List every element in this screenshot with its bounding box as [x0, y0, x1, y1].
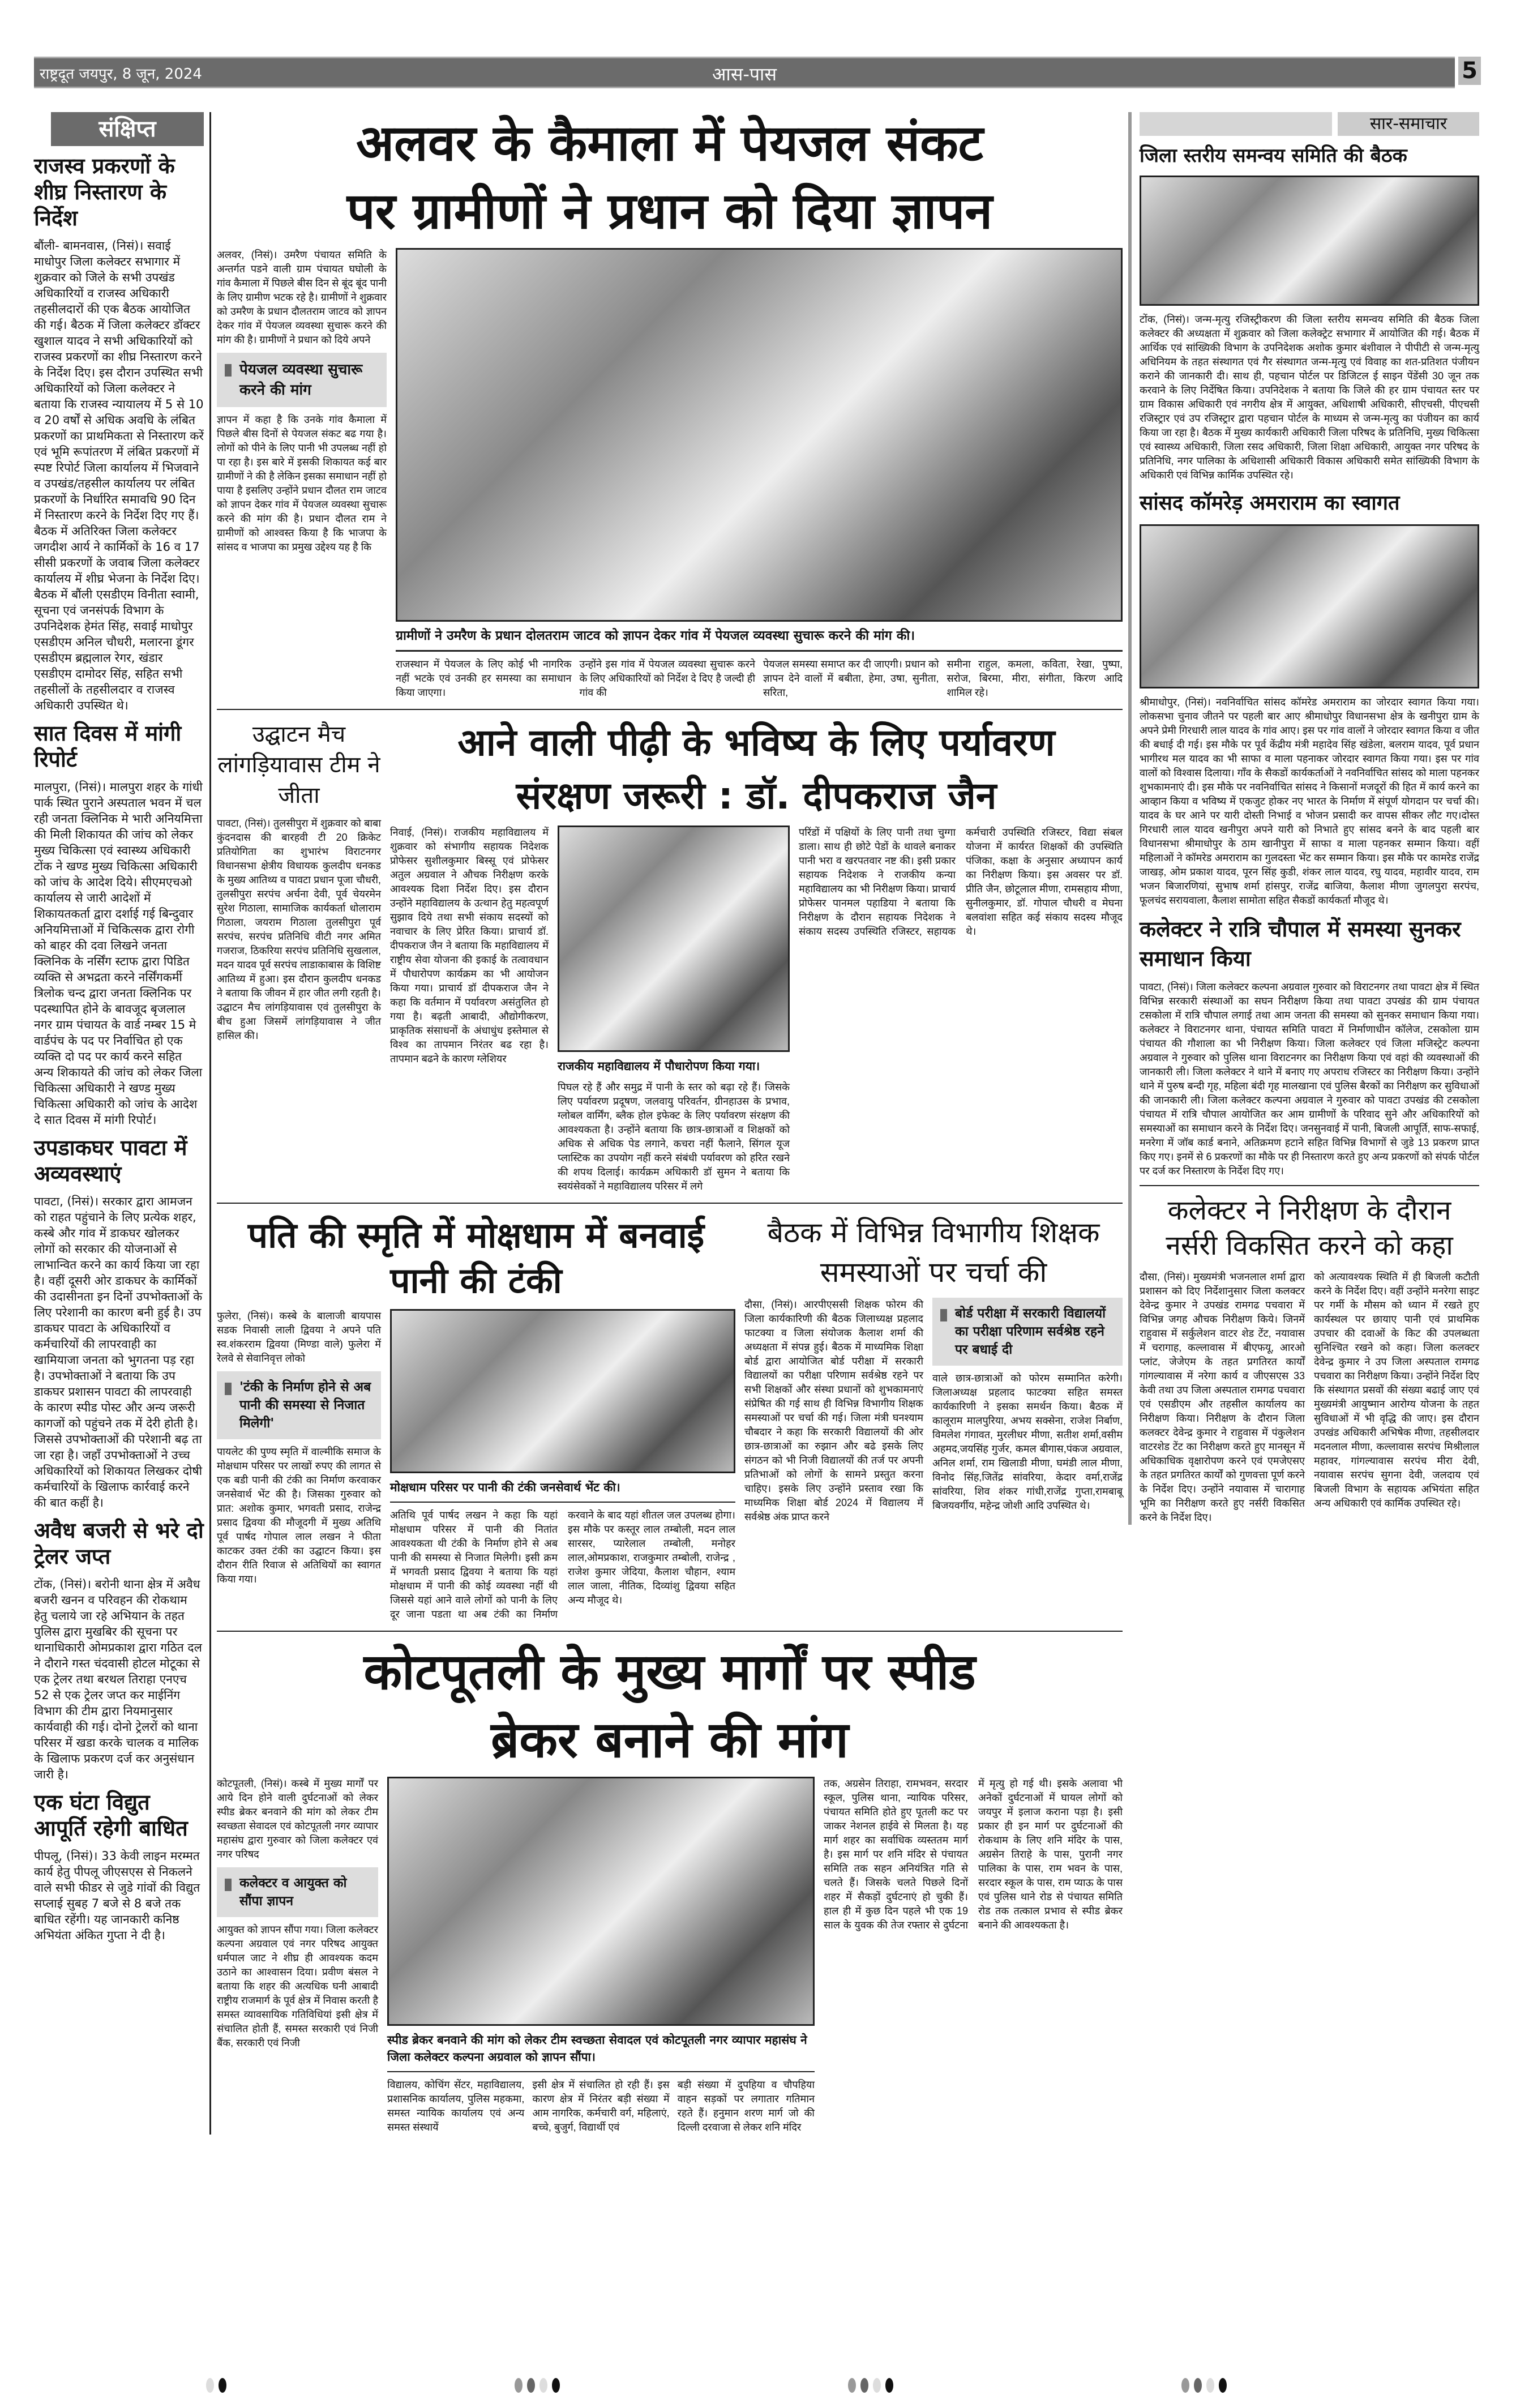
page-header-bar — [34, 57, 1455, 88]
column-divider — [209, 112, 211, 2135]
kotputli-body-1: कोटपूतली, (निसं)। कस्बे में मुख्य मार्गों पर आये दिन होने वाली दुर्घटनाओं को लेकर स्पीड ब्रेकर बनवाने की मांग को लेकर टीम स्वच्छता सेवादल एवं कोटपूतली नगर व्यापार महासंघ द्वारा गुरुवार को जिला कलेक्टर एवं नगर परिषद — [217, 1778, 378, 1860]
teacher-body-1: दौसा, (निसं)। आरपीएससी शिक्षक फोरम की जिला कार्यकारिणी की बैठक जिलाध्यक्ष प्रहलाद फाटक्या व जिला संयोजक कैलाश शर्मा की अध्यक्षता में संपन्न हुई। बैठक में माध्यमिक शिक्षा बोर्ड द्वारा आयोजित बोर्ड परीक्षा में सरकारी विद्यालयों का परीक्षा परिणाम सर्वश्रेष्ठ रहने पर सभी शिक्षकों और संस्था प्रधानों को शुभकामनाएं संप्रेषित की गई साथ ही विभिन्न विभागीय शिक्षक समस्याओं पर चर्चा की गई। जिला मंत्री घनश्याम चौबदार ने कहा कि सरकारी विद्यालयों की ओर छात्र-छात्राओं का रुझान और बढे इसके लिए संगठन को भी निजी विद्यालयों की तर्ज पर अपनी प्रतिभाओं को लोगों के सामने प्रस्तुत करना चाहिए। इसके लिए उन्होंने प्रस्ताव रखा कि माध्यमिक शिक्षा बोर्ड 2024 में विद्यालय में सर्वश्रेष्ठ अंक प्राप्त करने — [744, 1299, 923, 1522]
lead-body-bottom-2: उन्होंने इस गांव में पेयजल व्यवस्था सुचारू करने के लिए अधिकारियों को निर्देश दे दिए है जल्दी ही गांव की — [579, 658, 755, 698]
registration-marks — [204, 2378, 1506, 2395]
brief-body-1: बौंली- बामनवास, (निसं)। सवाई माधोपुर जिला कलेक्टर सभागार में शुक्रवार को जिले के सभी उपखंड अधिकारियों व राजस्व अधिकारी तहसीलदारों की एक बैठक आयोजित की गई। बैठक में जिला कलेक्टर डॉक्टर खुशाल यादव ने सभी अधिकारियों को राजस्व प्रकरणों का शीघ्र निस्तारण करने के निर्देश दिए। इस दौरान उपस्थित सभी अधिकारियों को जिला कलेक्टर ने बताया कि राजस्व न्यायालय में 5 से 10 व 20 वर्षों से अधिक अवधि के लंबित प्रकरणों का प्राथमिकता से निस्तारण करें एवं भूमि रूपांतरण में लंबित प्रकरणों में स्पष्ट रिपोर्ट जिला कार्यालय में भिजवाने व उपखंड/तहसील कार्यालय पर लंबित प्रकरणों के निर्धारित समावधि 90 दिन में निस्तारण करने के निर्देश दिए गए हैं। बैठक में अतिरिक्त जिला कलेक्टर जगदीश आर्य ने कार्मिकों के 16 व 17 सीसी प्रकरणों के जवाब जिला कलेक्टर कार्यालय में शीघ्र भेजना के निर्देश दिए। बैठक में बौंली एसडीएम विनीता स्वामी, सूचना एवं जनसंपर्क विभाग के उपनिदेशक हेमंत सिंह, सवाई माधोपुर एसडीएम अनिल चौधरी, मलारना डूंगर एसडीएम ब्रह्मलाल रेगर, खंडार एसडीएम दामोदर सिंह, सहित सभी तहसीलों के तहसीलदार व राजस्व अधिकारी उपस्थित थे। — [34, 239, 204, 712]
kotputli-pull-quote — [217, 1867, 378, 1917]
page-number: 5 — [1458, 57, 1481, 85]
brief-headline-2: सात दिवस में मांगी रिपोर्ट — [34, 721, 182, 772]
saar-samachar-tag: सार-समाचार — [1338, 112, 1479, 136]
brief-headline-5: एक घंटा विद्युत आपूर्ति रहेगी बाधित — [34, 1790, 188, 1841]
environment-caption: राजकीय महाविद्यालय में पौधारोपण किया गया। — [558, 1059, 760, 1073]
memorial-story — [217, 1213, 735, 1622]
center-column — [217, 112, 1123, 2135]
lead-body-bottom-1: राजस्थान में पेयजल के लिए कोई भी नागरिक नहीं भटके एवं उनकी हर समस्या का समाधान किया जाएगा। — [396, 658, 572, 698]
brief-headline-1: राजस्व प्रकरणों के शीघ्र निस्तारण के निर्देश — [34, 153, 175, 230]
kotputli-headline-line1: कोटपूतली के मुख्य मार्गों पर स्पीड — [363, 1643, 976, 1701]
pull-quote-text: पेयजल व्यवस्था सुचारू करने की मांग — [239, 361, 363, 399]
left-column — [34, 112, 204, 1943]
right-headline-2: सांसद कॉमरेड़ अमराराम का स्वागत — [1140, 491, 1400, 515]
page-body — [34, 112, 1480, 2135]
lead-body-left: अलवर, (निसं)। उमरैण पंचायत समिति के अन्तर्गत पडने वाली ग्राम पंचायत घघोली के गांव कैमाला में पिछले बीस दिन से बूंद बूंद पानी के लिए ग्रामीण भटक रहे है। ग्रामीणों ने शुक्रवार को उमरैण के प्रधान दौलतराम जाटव को ज्ञापन देकर गांव में पेयजल व्यवस्था सुचारू करने की मांग की है। ग्रामीणों ने प्रधान को दिये अपने — [217, 249, 387, 345]
environment-headline-line2: संरक्षण जरूरी : डॉ. दीपकराज जैन — [516, 774, 997, 818]
kotputli-story — [217, 1641, 1123, 2135]
kotputli-caption: स्पीड ब्रेकर बनवाने की मांग को लेकर टीम स्वच्छता सेवादल एवं कोटपूतली नगर व्यापार महासंघ ने जिला कलेक्टर कल्पना अग्रवाल को ज्ञापन सौंपा। — [387, 2033, 807, 2064]
divider — [1140, 1185, 1479, 1186]
memorial-body-2: पायलेट की पुण्य स्मृति में वाल्मीकि समाज के मोक्षधाम परिसर पर लाखों रुपए की लागत से एक बडी पानी की टंकी का निर्माण करवाकर जनसेवार्थ भेंट की है। जिसका गुरुवार को प्रात: अशोक कुमार, भगवती प्रसाद, राजेन्द्र प्रसाद द्विवया की मौजूदगी में मुख्य अतिथि पूर्व पार्षद गोपाल लाल लखन ने फीता काटकर उक्त टंकी का उद्घाटन किया। इस दौरान रीति रिवाज से अतिथियों का स्वागत किया गया। — [217, 1446, 381, 1585]
memorial-body-1: फुलेरा, (निसं)। कस्बे के बालाजी बायपास सडक निवासी लाली द्विवया ने अपने पति स्व.शंकरराम द्विवया (मिण्डा वाले) फुलेरा में रेलवे से सेवानिवृत्त लोको — [217, 1310, 381, 1364]
divider — [396, 650, 1123, 652]
right-column — [1128, 112, 1479, 1525]
lead-headline-line1: अलवर के कैमाला में पेयजल संकट — [356, 114, 984, 172]
pull-quote-text: बोर्ड परीक्षा में सरकारी विद्यालयों का परीक्षा परिणाम सर्वश्रेष्ठ रहने पर बधाई दी — [955, 1306, 1106, 1357]
environment-body-1: निवाई, (निसं)। राजकीय महाविद्यालय में शुक्रवार को संभागीय सहायक निदेशक प्रोफेसर सुशीलकुमार बिस्सू एवं प्रोफेसर अतुल अग्रवाल ने औचक निरीक्षण करके आवश्यक दिशा निर्देश दिए। इस दौरान उन्होंने महाविद्यालय के उत्थान हेतु महत्वपूर्ण सुझाव दिये तथा सभी संकाय सदस्यों को नवाचार के लिए प्रेरित किया। प्राचार्य डॉ. दीपकराज जैन ने बताया कि महाविद्यालय में राष्ट्रीय सेवा योजना की इकाई के तत्वावधान में पौधारोपण कार्यक्रम का भी आयोजन किया गया। प्राचार्य डॉ दीपकराज जैन ने कहा कि वर्तमान में पर्यावरण असंतुलित हो गया है। बढ़ती आबादी, औद्योगीकरण, प्राकृतिक संसाधनों के अंधाधुंध इस्तेमाल से विश्व का तापमान निरंतर बढ रहा है। तापमान बढने के कारण ग्लेशियर — [390, 827, 549, 1064]
brief-body-5: पीपलू, (निसं)। 33 केवी लाइन मरम्मत कार्य हेतु पीपलू जीएसएस से निकलने वाले सभी फीडर से जुडे गांवों की विद्युत सप्लाई सुबह 7 बजे से 8 बजे तक बाधित रहेंगी। यह जानकारी कनिष्ठ अभियंता अंकित गुप्ता ने दी है। — [34, 1849, 200, 1942]
cricket-body: पावटा, (निसं)। तुलसीपुरा में शुक्रवार को बाबा कुंदनदास की बारहवी टी 20 क्रिकेट प्रतियोगिता का शुभारंभ विराटनगर विधानसभा क्षेत्रीय विधायक कुलदीप धनकड के मुख्य आतिथ्य व पावटा प्रधान पूजा चौधरी, तुलसीपुरा सरपंच अर्चना देवी, पूर्व चेयरमेन सुरेश गिठाला, सामाजिक कार्यकर्ता धोलाराम गिठाला, जयराम गिठाला तुलसीपुरा पूर्व सरपंच, सरपंच प्रतिनिधि वीटी नगर अमित गजराज, ठिकरिया सरपंच प्रतिनिधि सुखलाल, मदन यादव पूर्व सरपंच लाडाकाबास के विशिष्ट आतिथ्य में हुआ। इस दौरान कुलदीप धनकड ने बताया कि जीवन में हार जीत लगी रहती है। उद्घाटन मैच लांगड़ियावास एवं तुलसीपुरा के बीच हुआ जिसमें लांगड़ियावास ने जीत हासिल की। — [217, 818, 381, 1041]
kotputli-body-bottom-1: विद्यालय, कोचिंग सेंटर, महाविद्यालय, प्रशासनिक कार्यालय, पुलिस महकमा, समस्त न्यायिक कार्यालय एवं अन्य समस्त संस्थायें — [387, 2079, 525, 2133]
right-body-3: पावटा, (निसं)। जिला कलेक्टर कल्पना अग्रवाल गुरुवार को विराटनगर तथा पावटा क्षेत्र में स्थित विभिन्न सरकारी संस्थाओं का सघन निरीक्षण किया तथा पावटा उपखंड की ग्राम पंचायत टसकोला में रात्रि चौपाल लगाई तथा आम जनता की समस्या को सुनकर समाधान किया गया। कलेक्टर ने विराटनगर थाना, पंचायत समिति पावटा में निर्माणाधीन कॉलेज, टसकोला ग्राम पंचायत की गौशाला का भी निरीक्षण किया। जिला कलेक्टर एवं जिला मजिस्ट्रेट कल्पना अग्रवाल ने गुरुवार को पुलिस थाना विराटनगर का निरीक्षण किया एवं वहां की व्यवस्थाओं की जानकारी ली। जिला कलेक्टर ने थाने में बनाए गए अपराध रजिस्टर का निरीक्षण किया। उन्होंने थाने में पुरुष बन्दी गृह, महिला बंदी गृह मालखाना एवं पुलिस बैरकों का निरीक्षण कर सुविधाओं की जानकारी ली। जिला कलेक्टर कल्पना अग्रवाल ने गुरुवार को पावटा उपखंड की टसकोला पंचायत में रात्रि चौपाल आयोजित कर आम ग्रामीणों के परिवाद सुने और अधिकारियों को समस्याओं का समाधान करने के निर्देश दिए। जनसुनवाई में पानी, बिजली आपूर्ति, साफ-सफाई, मनरेगा में जॉब कार्ड बनाने, अतिक्रमण हटाने सहित विभिन्न विभागों से जुडे 13 प्रकरण प्राप्त किए गए। इनमें से 6 प्रकरणों का मौके पर ही निस्तारण करते हुए अन्य प्रकरणों को संपर्क पोर्टल पर दर्ज कर निस्तारण के निर्देश दिए गए। — [1140, 981, 1479, 1177]
environment-body-3: परिंडों में पक्षियों के लिए पानी तथा चुग्गा डाला। साथ ही छोटे पेडों के थावले बनाकर पानी भरा व खरपतवार नष्ट की। इसी प्रकार सहायक निदेशक ने राजकीय कन्या महाविद्यालय का भी निरीक्षण किया। प्राचार्य प्रोफेसर पानमल पहाडिया ने बताया कि निरीक्षण के दौरान सहायक निदेशक ने संकाय सदस्य उपस्थिति रजिस्टर, सहायक कर्मचारी उपस्थिति रजिस्टर, विद्या संबल योजना में कार्यरत शिक्षकों की उपस्थिति पंजिका, कक्षा के अनुसार अध्यापन कार्य का निरीक्षण किया। इस अवसर पर डॉ. प्रीति जैन, छोटूलाल मीणा, रामसहाय मीणा, सुनीलकुमार, डॉ. गोपाल चौधरी व मेघना बलवांशा सहित कई संकाय सदस्य मौजूद थे। — [799, 827, 1123, 937]
section-name: आस-पास — [712, 63, 777, 85]
memorial-caption: मोक्षधाम परिसर पर पानी की टंकी जनसेवार्थ भेंट की। — [390, 1481, 620, 1494]
lead-body-bottom-3: पेयजल समस्या समाप्त कर दी जाएगी। प्रधान को ज्ञापन देने वालों में बबीता, हेमा, उषा, सुनीता, सरिता, — [763, 658, 939, 698]
teacher-body-2: वाले छात्र-छात्राओं को फोरम सम्मानित करेगी। जिलाअध्यक्ष प्रहलाद फाटक्या सहित समस्त कार्यकारिणी ने इसका समर्थन किया। बैठक में कालूराम मालपुरिया, अभय सक्सेना, राजेश निर्बाण, विमलेश गंगावत, मुरलीधर मीणा, सतीश शर्मा,वसीम अहमद,जयसिंह गुर्जर, कमल बीगास,पंकज अग्रवाल, अनिल शर्मा, राम खिलाडी मीणा, घमंडी लाल मीणा, विनोद सिंह,जितेंद्र सांवरिया, केदार वर्मा,राजेंद्र सांवरिया, शिव शंकर गांधी,राजेंद्र गुप्ता,रामबाबू बिजयवर्गीय, महेन्द्र जोशी आदि उपस्थित थे। — [932, 1372, 1123, 1511]
right-body-1: टोंक, (निसं)। जन्म-मृत्यु रजिस्ट्रीकरण की जिला स्तरीय समन्वय समिति की बैठक जिला कलेक्टर की अध्यक्षता में शुक्रवार को जिला कलेक्ट्रेट सभागार में आयोजित की गई। बैठक में आर्थिक एवं सांख्यिकी विभाग के उपनिदेशक अशोक कुमार बंशीवाल ने पीपीटी से जन्म-मृत्यु अधिनियम के तहत संस्थागत एवं गैर संस्थागत जन्म-मृत्यु एवं विवाह का शत-प्रतिशत पंजीयन कराने की जानकारी दी। साथ ही, पहचान पोर्टल पर डिजिटल ई साइन पेंडेंसी 30 जून तक करवाने के लिए निर्देषित किया। उपनिदेशक ने बताया कि जिले की हर ग्राम पंचायत स्तर पर ग्राम विकास अधिकारी एवं नगरीय क्षेत्र में आयुक्त, अधिशाषी अधिकारी, सीएचसी, पीएचसी रजिस्ट्रार एवं उप रजिस्ट्रार द्वारा पहचान पोर्टल के माध्यम से जन्म-मृत्यु का पंजीयन का कार्य किया जा रहा है। बैठक में मुख्य कार्यकारी अधिकारी जिला परिषद के प्रतिनिधि, मुख्य चिकित्सा एवं स्वास्थ्य अधिकारी, जिला रसद अधिकारी, जिला शिक्षा अधिकारी, आयुक्त नगर परिषद के प्रतिनिधि, नगर पालिका के अधिशासी अधिकारी विकास अधिकारी समेत सांख्यिकी विभाग के अधिकारी एवं विभिन्न कार्मिक उपस्थित रहे। — [1140, 314, 1479, 481]
kotputli-photo — [387, 1777, 815, 2026]
divider — [390, 1502, 735, 1503]
bullet-square-icon — [225, 1383, 232, 1395]
environment-photo — [558, 826, 790, 1052]
pull-quote-text: कलेक्टर व आयुक्त को सौंपा ज्ञापन — [239, 1876, 347, 1909]
memorial-pull-quote — [217, 1371, 381, 1439]
kotputli-body-bottom-3: बड़ी संख्या में दुपहिया व चौपहिया वाहन सड़कों पर लगातार गतिमान रहते हैं। हनुमान शरण मार्ग जो की दिल्ली दरवाजा से लेकर शनि मंदिर — [677, 2079, 815, 2133]
divider — [217, 709, 1123, 710]
lead-body-bottom-4: समीना राहुल, कमला, कविता, रेखा, पुष्पा, सरोज, बिरमा, मीरा, संगीता, किरण आदि शामिल रहे। — [947, 658, 1123, 698]
lead-pull-quote — [217, 353, 387, 407]
cricket-headline: उद्घाटन मैच लांगड़ियावास टीम ने जीता — [217, 721, 380, 809]
kotputli-body-2: आयुक्त को ज्ञापन सौंपा गया। जिला कलेक्टर कल्पना अग्रवाल एवं नगर परिषद आयुक्त धर्मपाल जाट ने शीघ्र ही आवश्यक कदम उठाने का आश्वासन दिया। प्रवीण बंसल ने बताया कि शहर की अत्यधिक घनी आबादी राष्ट्रीय राजमार्ग के पूर्व क्षेत्र में निवास करती है समस्त व्यावसायिक गतिविधियां इसी क्षेत्र में संचालित होती हैं, समस्त सरकारी एवं निजी बैंक, सरकारी एवं निजी — [217, 1924, 378, 2048]
kotputli-body-3: तक, अग्रसेन तिराहा, रामभवन, सरदार स्कूल, पुलिस थाना, न्यायिक परिसर, पंचायत समिति होते हुए पूतली कट पर जाकर नेशनल हाईवे से मिलता है। यह मार्ग शहर का सर्वाधिक व्यस्ततम मार्ग है। इस मार्ग पर शनि मंदिर से पंचायत समिति तक सहन अनियंत्रित गति से चलते हैं। जिसके चलते पिछले दिनों शहर में सैकड़ों दुर्घटनाएं हो चुकी हैं। हाल ही में कुछ दिन पहले भी एक 19 साल के युवक की तेज रफ्तार से दुर्घटना में मृत्यु हो गई थी। इसके अलावा भी अनेकों दुर्घटनाओं में घायल लोगों को जयपुर में इलाज कराना पड़ा है। इसी प्रकार ही इन मार्ग पर दुर्घटनाओं की रोकथाम के लिए शनि मंदिर के पास, अग्रसेन तिराहे के पास, पुरानी नगर पालिका के पास, राम भवन के पास, सरदार स्कूल के पास, राम प्याऊ के पास एवं पुलिस थाने रोड से पंचायत समिति रोड तक तत्काल प्रभाव से स्पीड ब्रेकर बनाने की आवश्यकता है। — [824, 1778, 1123, 1931]
environment-body-2: पिघल रहे हैं और समुद्र में पानी के स्तर को बढ़ा रहे हैं। जिसके लिए पर्यावरण प्रदूषण, जलवायु परिवर्तन, ग्रीनहाउस के प्रभाव, ग्लोबल वार्मिंग, ब्लैक होल इफेक्ट के लिए पर्यावरण संरक्षण की आवश्यकता है। उन्होंने बताया कि छात्र-छात्राओं व शिक्षकों को अधिक से अधिक पेड लगाने, कचरा नहीं फैलाने, सिंगल यूज प्लास्टिक का उपयोग नहीं करने संबंधी पर्यावरण को हरित रखने की शपथ दिलाई। कार्यक्रम अधिकारी डॉ सुमन ने बताया कि स्वयंसेवकों ने महाविद्यालय परिसर में लगे — [558, 1081, 790, 1192]
brief-body-2: मालपुरा, (निसं)। मालपुरा शहर के गांधी पार्क स्थित पुराने अस्पताल भवन में चल रही जनता क्लिनिक मे भारी अनियमित्ता की मिली शिकायत की जांच को लेकर मुख्य चिकित्सा एवं स्वास्थ्य अधिकारी टोंक ने खण्ड मुख्य चिकित्सा अधिकारी को जांच के आदेश दिये। सीएमएचओ कार्यालय से जारी आदेशों में शिकायतकर्ता द्वारा दर्शाई गई बिन्दुवार अनियमित्ताओं में चिकित्सक द्वारा रोगी को बाहर की दवा लिखने जनता क्लिनिक के नर्सिंग स्टाफ द्वारा पिडित व्यक्ति से अभद्रता करने नर्सिंगकर्मी त्रिलोक चन्द द्वारा जनता क्लिनिक पर पदस्थापित होने के बावजूद बृजलाल नगर ग्राम पंचायत के वार्ड नम्बर 15 मे वार्डपंच के पद पर निर्वाचित हो एक व्यक्ति दो पद पर कार्य करने सहित अन्य शिकायते की जांच को लेकर जिला चिकित्सा अधिकारी ने खण्ड मुख्य चिकित्सा अधिकारी को जांच के आदेश दे सात दिवस में मांगी रिपोर्ट। — [34, 780, 203, 1127]
lead-headline-line2: पर ग्रामीणों ने प्रधान को दिया ज्ञापन — [346, 182, 993, 240]
lead-body-left-2: ज्ञापन में कहा है कि उनके गांव कैमाला में पिछले बीस दिनों से पेयजल संकट बढ गया है। लोगों को पीने के लिए पानी भी उपलब्ध नहीं हो पा रहा है। इस बारे में इसकी शिकायत कई बार ग्रामीणों ने की है लेकिन इसका समाधान नहीं हो पाया है इसलिए उन्होंने प्रधान दौलत राम जाटव को ज्ञापन देकर गांव में पेयजल व्यवस्था सुचारू करने की मांग की है। प्रधान दौलत राम ने ग्रामीणों को आश्वस्त किया है कि भाजपा के सांसद व भाजपा का प्रमुख उद्देश्य यह है कि — [217, 414, 387, 553]
memorial-body-3: अतिथि पूर्व पार्षद लखन ने कहा कि यहां मोक्षधाम परिसर में पानी की नितांत आवश्यकता थी टंकी के निर्माण होने से अब पानी की समस्या से निजात मिलेगी। इसी क्रम में भगवती प्रसाद द्विवया ने बताया कि यहां मोक्षधाम में पानी की कोई व्यवस्था नहीं थी जिससे यहां आने वाले लोगों को पानी के लिए दूर जाना पडता था अब टंकी का निर्माण करवाने के बाद यहां शीतल जल उपलब्ध होगा। इस मौके पर कस्तूर लाल तम्बोली, मदन लाल सारसर, प्यारेलाल तम्बोली, मनोहर लाल,ओमप्रकाश, राजकुमार तम्बोली, राजेन्द्र , राजेश कुमार जेदिया, कैलाश चौहान, श्याम लाल जाला, नीतिक, दिव्यांशु द्विवया सहित अन्य मौजूद थे। — [390, 1509, 735, 1620]
right-body-2: श्रीमाधोपुर, (निसं)। नवनिर्वाचित सांसद कॉमरेड अमराराम का जोरदार स्वागत किया गया। लोकसभा चुनाव जीतने पर पहली बार आए श्रीमाधोपुर विधानसभा क्षेत्र के खनीपुरा ग्राम के अपने प्रेमी गिरधारी लाल यादव के गांव आए। इस पर गांव वालों ने जोरदार स्वागत किया व जीत की बधाई दी गई। इस मौके पर पूर्व केंद्रीय मंत्री महादेव सिंह खंडेला, बलराम यादव, पूर्व प्रधान भागीरथ मल यादव का भी साफा व माला पहनाकर जोरदार स्वागत किया गया। इस पर गांव वालों को विश्वास दिलाया। गाँव के सैकडों कार्यकर्ताओं ने नवनिर्वाचित सांसद को माला पहनकर शुभकामनाएं दी। इस मौके पर नवनिर्वाचित सांसद ने किसानों मजदूरों की हित में कार्य करने का आव्हान किया व भविष्य में एकजुट होकर नए भारत के निर्माण में संपूर्ण योगदान पर चर्चा की। यादव के घर आने पर यारी दोस्ती निभाई व भोजन प्रसादी कर वापस सीकर लौट गए।दोस्त गिरधारी लाल यादव खनीपुरा अपने यारी को निभाते हुए सांसद बनने के बाद पहली बार विधानसभा श्रीमाधोपुर के ठाम खानीपुरा में साफा व माला पहनकर सम्मान किया। वहीं महिलाओं ने कॉमरेड अमराराम का गुलदस्ता भेंट कर सम्मान किया। इस मौके पर कामरेड राजेंद्र जाखड़, ओम प्रकाश यादव, पूरन सिंह कुडी, शंकर लाल यादव, रघु यादव, महावीर यादव, राम भजन बिजारणियां, सुभाष शर्मा हांसपुर, राजेंद्र बाजिया, कैलाश मीणा जुगलपुरा सरपंच, फूलचंद सरायवाला, कैलाश सामोता सहित सैकडों कार्यकर्ता मौजूद थे। — [1140, 696, 1479, 906]
divider — [217, 1631, 1123, 1632]
memorial-photo — [390, 1309, 735, 1473]
lead-story — [217, 112, 1123, 700]
teacher-pull-quote — [932, 1298, 1123, 1366]
kotputli-body-bottom-2: इसी क्षेत्र में संचालित हो रही हैं। इस कारण क्षेत्र में निरंतर बड़ी संख्या में आम नागरिक, कर्मचारी वर्ग, महिलाएं, बच्चे, बुजुर्ग, विद्यार्थी एवं — [532, 2079, 670, 2133]
meeting-photo — [1140, 176, 1479, 306]
date-line: राष्ट्रदूत जयपुर, 8 जून, 2024 — [40, 66, 202, 83]
right-body-4a: दौसा, (निसं)। मुख्यमंत्री भजनलाल शर्मा द्वारा प्रशासन को दिए निर्देशानुसार जिला कलक्टर देवेन्द्र कुमार ने उपखंड रामगढ पचवारा में विभिन्न जगह औचक निरीक्षण किये। जिनमें राहुवास में सर्कुलेशन वाटर शेड टेंट, नयावास में चरागाह, कल्लावास में बीएफयू, आरओ प्लांट, जेजेएम के तहत प्रगतिरत कार्यों गांगल्यावास में नरेगा कार्य व जीएसएस 33 केवी तथा उप जिला अस्पताल रामगढ पचवारा एवं एसडीएम और तहसील कार्यालय का निरीक्षण किया। निरीक्षण के दौरान जिला कलक्टर देवेन्द्र कुमार ने राहुवास में पंकुलेशन वाटरशेड टेंट का निरीक्षण करते हुए मानसून में अधिकाधिक वृक्षारोपण करने एवं एमजेएसए के तहत प्रगतिरत कार्यों को गुणवत्ता पूर्ण करने के निर्देश दिए। उन्होंने नयावास में चारागाह भूमि का निरीक्षण करते हुए नर्सरी विकसित करने के निर्देश दिए। — [1140, 1271, 1305, 1523]
right-headline-4: कलेक्टर ने निरीक्षण के दौरान नर्सरी विकसित करने को कहा — [1166, 1195, 1453, 1261]
sankshipt-tag: संक्षिप्त — [51, 112, 204, 146]
bullet-square-icon — [940, 1309, 947, 1321]
memorial-headline: पति की स्मृति में मोक्षधाम में बनवाई पानी की टंकी — [247, 1214, 705, 1301]
right-body-4b: को अत्यावश्यक स्थिति में ही बिजली कटौती करने के निर्देश दिए। वहीं उन्होंने मनरेगा साइट पर गर्मी के मौसम को ध्यान में रखते हुए कार्यस्थल पर छायाए पानी एवं प्राथमिक उपचार की दवाओं के किट की उपलब्धता सुनिश्चित रखने को कहा। जिला कलक्टर देवेन्द्र कुमार ने उप जिला अस्पताल रामगढ पचवारा का निरीक्षण किया। उन्होंने निर्देश दिए कि संस्थागत प्रसवों की संख्या बढाई जाए एवं मुख्यमंत्री आयुष्मान आरोग्य योजना के तहत सुविधाओं में भी वृद्धि की जाए। इस दौरान उपखंड अधिकारी अभिषेक मीणा, तहसीलदार मदनलाल मीणा, कल्लावास सरपंच मिश्रीलाल महावर, गांगल्यावास सरपंच मीरा देवी, नयावास सरपंच सुगना देवी, जलदाय एवं बिजली विभाग के सहायक अभियंता सहित अन्य अधिकारी एवं कार्मिक उपस्थित रहे। — [1314, 1271, 1479, 1509]
right-headline-3: कलेक्टर ने रात्रि चौपाल में समस्या सुनकर समाधान किया — [1140, 917, 1461, 971]
lead-caption: ग्रामीणों ने उमरैण के प्रधान दोलतराम जाटव को ज्ञापन देकर गांव में पेयजल व्यवस्था सुचारू करने की मांग की। — [396, 628, 915, 643]
bullet-square-icon — [225, 1879, 232, 1891]
kotputli-headline-line2: ब्रेकर बनाने की मांग — [491, 1710, 849, 1769]
tag-bar — [1140, 112, 1332, 136]
brief-body-4: टोंक, (निसं)। बरोनी थाना क्षेत्र में अवैध बजरी खनन व परिवहन की रोकथाम हेतु चलाये जा रहे अभियान के तहत पुलिस द्वारा मुखबिर की सूचना पर थानाधिकारी ओमप्रकाश द्वारा गठित दल ने दौराने गस्त चंदवासी होटल मोटूका से एक ट्रेलर तथा बरथल तिराहा एनएच 52 से एक ट्रेलर जप्त कर माईनिंग विभाग की टीम द्वारा नियमानुसार कार्यवाही की गई। दोनो ट्रेलरों को थाना परिसर में खडा करके चालक व मालिक के खिलाफ प्रकरण दर्ज कर अनुसंधान जारी है। — [34, 1577, 202, 1781]
cricket-story — [217, 719, 381, 1043]
divider — [387, 2071, 815, 2072]
environment-story — [390, 719, 1123, 1194]
lead-photo — [396, 248, 1123, 622]
brief-body-3: पावटा, (निसं)। सरकार द्वारा आमजन को राहत पहुंचाने के लिए प्रत्येक शहर, कस्बे और गांव में डाकघर खोलकर लोगों को सरकार की योजनाओं से लाभान्वित करने का कार्य किया जा रहा है। वहीं दूसरी ओर डाकघर के कार्मिकों की उदासीनता इन दिनों उपभोक्ताओं के लिए परेशानी का कारण बनी हुई है। उप डाकघर पावटा के अधिकारियों व कर्मचारियों की लापरवाही का खामियाजा जनता को भुगतना पड़ रहा है। उपभोक्ताओं ने बताया कि उप डाकघर प्रशासन पावटा की लापरवाही के कारण स्पीड पोस्ट और अन्य जरूरी कागजों को पहुंचने तक में देरी होती है। जिससे उपभोक्ताओं की परेशानी बढ़ ता जा रहा है। जहाँ उपभोक्ताओं ने उच्च अधिकारियों को शिकायत लिखकर दोषी कर्मचारियों के खिलाफ कार्रवाई करने की बात कहीं है। — [34, 1195, 203, 1509]
bullet-square-icon — [225, 364, 232, 377]
environment-headline-line1: आने वाली पीढ़ी के भविष्य के लिए पर्यावरण — [457, 721, 1055, 764]
right-headline-1: जिला स्तरीय समन्वय समिति की बैठक — [1140, 144, 1407, 167]
pull-quote-text: 'टंकी के निर्माण होने से अब पानी की समस्या से निजात मिलेगी' — [239, 1380, 371, 1431]
welcome-photo — [1140, 524, 1479, 688]
brief-headline-3: उपडाकघर पावटा में अव्यवस्थाएं — [34, 1135, 187, 1186]
brief-headline-4: अवैध बजरी से भरे दो ट्रेलर जप्त — [34, 1518, 204, 1569]
teacher-story — [744, 1213, 1123, 1524]
teacher-headline: बैठक में विभिन्न विभागीय शिक्षक समस्याओं पर चर्चा की — [767, 1216, 1100, 1289]
divider — [217, 1203, 1123, 1204]
